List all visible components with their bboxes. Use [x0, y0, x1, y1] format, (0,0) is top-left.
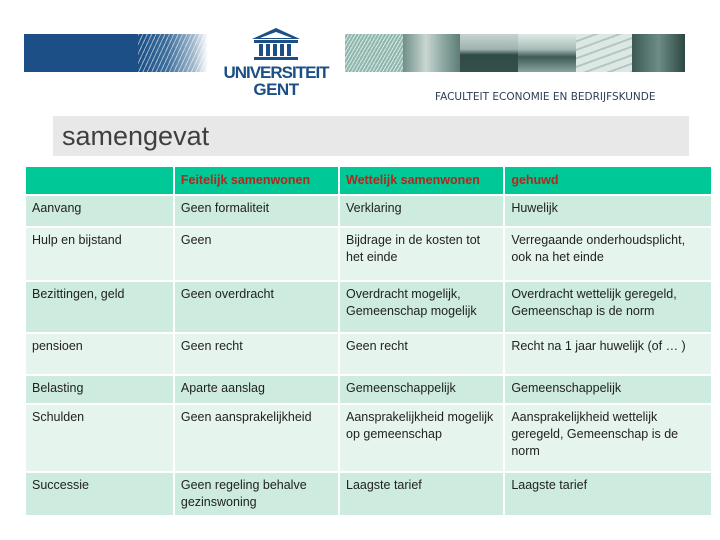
title-bar [53, 116, 689, 156]
row-label: Successie [26, 473, 173, 515]
column-header: Feitelijk samenwonen [175, 167, 338, 194]
table-cell: Geen aansprakelijkheid [175, 405, 338, 471]
table-cell: Overdracht wettelijk geregeld, Gemeenschap is de norm [505, 282, 711, 332]
university-name: UNIVERSITEIT [223, 63, 329, 82]
table-cell: Verklaring [340, 196, 503, 226]
faculty-name: FACULTEIT ECONOMIE EN BEDRIJFSKUNDE [435, 91, 656, 103]
photo-building [518, 34, 576, 72]
table-cell: Geen [175, 228, 338, 280]
column-header: gehuwd [505, 167, 711, 194]
photo-document [576, 34, 632, 72]
table-cell: Aansprakelijkheid mogelijk op gemeenschap [340, 405, 503, 471]
table-cell: Aparte aanslag [175, 376, 338, 403]
table-row [26, 376, 711, 403]
table-cell: Bijdrage in de kosten tot het einde [340, 228, 503, 280]
table-cell: Geen regeling behalve gezinswoning [175, 473, 338, 515]
table-row [26, 196, 711, 226]
table-cell: Geen recht [175, 334, 338, 374]
table-header-row [26, 167, 711, 194]
temple-logo-icon [250, 26, 302, 62]
column-header [26, 167, 173, 194]
header-banner-bar [24, 34, 208, 72]
row-label: Hulp en bijstand [26, 228, 173, 280]
university-logo [222, 26, 330, 104]
table-row [26, 405, 711, 471]
university-city: GENT [253, 80, 299, 99]
table-cell: Overdracht mogelijk, Gemeenschap mogelijk [340, 282, 503, 332]
photo-hatch [345, 34, 403, 72]
table-cell: Verregaande onderhoudsplicht, ook na het einde [505, 228, 711, 280]
header-photo-strip [345, 34, 705, 72]
row-label: Belasting [26, 376, 173, 403]
table-cell: Huwelijk [505, 196, 711, 226]
comparison-table [24, 165, 713, 517]
row-label: Bezittingen, geld [26, 282, 173, 332]
table-cell: Recht na 1 jaar huwelijk (of … ) [505, 334, 711, 374]
table-cell: Geen overdracht [175, 282, 338, 332]
table-cell: Aansprakelijkheid wettelijk geregeld, Gemeenschap is de norm [505, 405, 711, 471]
photo-cathedral [460, 34, 518, 72]
table-cell: Geen formaliteit [175, 196, 338, 226]
photo-columns [403, 34, 460, 72]
table-cell: Gemeenschappelijk [340, 376, 503, 403]
slide-title: samengevat [62, 121, 210, 151]
table-cell: Laagste tarief [505, 473, 711, 515]
table-row [26, 282, 711, 332]
row-label: pensioen [26, 334, 173, 374]
table-cell: Gemeenschappelijk [505, 376, 711, 403]
column-header: Wettelijk samenwonen [340, 167, 503, 194]
table-cell: Geen recht [340, 334, 503, 374]
row-label: Schulden [26, 405, 173, 471]
banner-hatch-decoration [138, 34, 208, 72]
photo-person [632, 34, 685, 72]
table-cell: Laagste tarief [340, 473, 503, 515]
table-row [26, 473, 711, 515]
row-label: Aanvang [26, 196, 173, 226]
table-row [26, 228, 711, 280]
table-row [26, 334, 711, 374]
